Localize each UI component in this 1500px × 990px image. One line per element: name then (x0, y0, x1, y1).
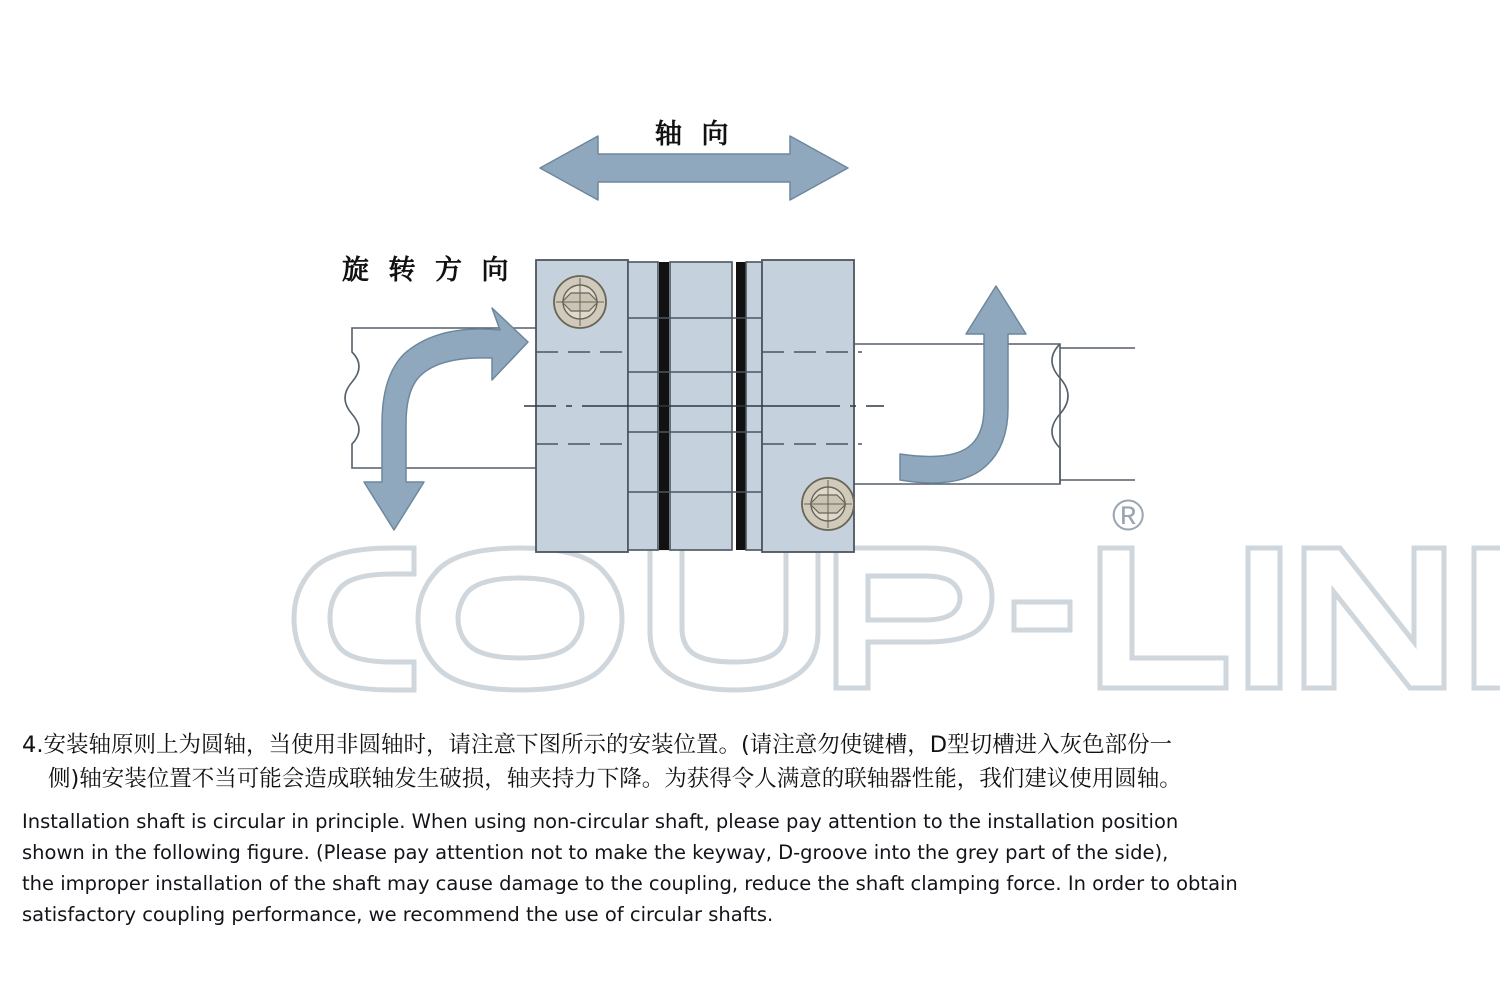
caption-en-line4: satisfactory coupling performance, we recommend the use of circular shafts. (22, 903, 774, 926)
registered-trademark-icon: ® (1112, 491, 1145, 540)
rotation-direction-label: 旋 转 方 向 (342, 255, 515, 285)
screw-top (554, 276, 606, 328)
axial-direction-label: 轴 向 (655, 119, 735, 149)
caption-block (22, 728, 1482, 930)
caption-en-line3: the improper installation of the shaft may cause damage to the coupling, reduce the shaft clamping force. In order to obtain (22, 872, 1238, 895)
caption-english (22, 806, 1482, 930)
caption-chinese (22, 728, 1482, 796)
caption-en-line1: Installation shaft is circular in principle. When using non-circular shaft, please pay attention to the installation position (22, 810, 1179, 833)
caption-item-number: 4. (22, 732, 44, 758)
caption-cn-line1: 安装轴原则上为圆轴，当使用非圆轴时，请注意下图所示的安装位置。(请注意勿使键槽，D型切槽进入灰色部份一 (43, 732, 1173, 758)
caption-cn-line2: 侧)轴安装位置不当可能会造成联轴发生破损，轴夹持力下降。为获得令人满意的联轴器性能，我们建议使用圆轴。 (48, 766, 1182, 792)
watermark-coup-link (294, 548, 1500, 690)
caption-en-line2: shown in the following figure. (Please pay attention not to make the keyway, D-groove into the grey part of the side), (22, 841, 1169, 864)
screw-bottom (802, 478, 854, 530)
